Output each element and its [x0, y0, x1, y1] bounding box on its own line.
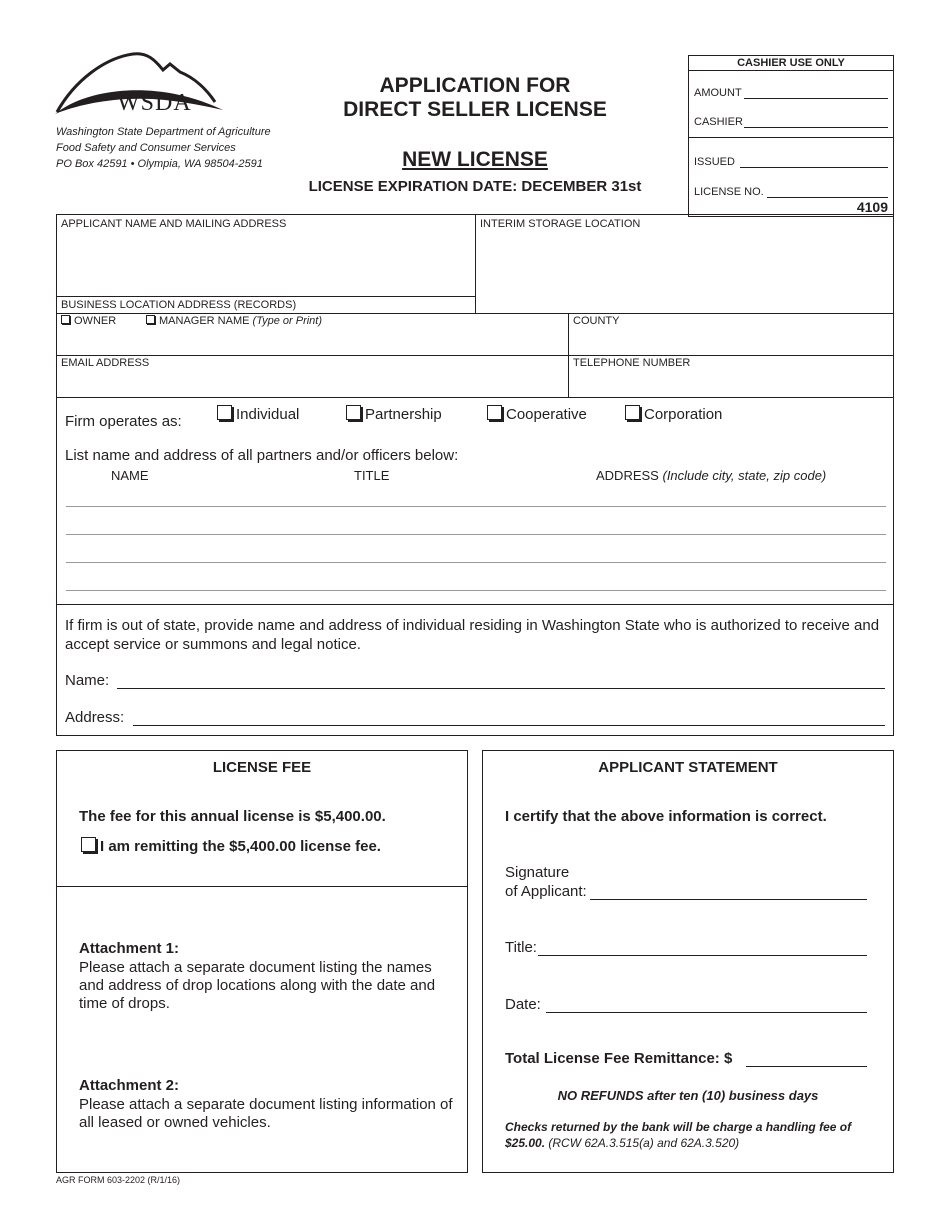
col-address: ADDRESS (Include city, state, zip code) — [596, 468, 827, 483]
out-of-state-name-field[interactable] — [117, 688, 885, 689]
cashier-cashier-label: CASHIER — [694, 116, 743, 128]
county-label: COUNTY — [573, 315, 620, 327]
signature-label-1: Signature — [505, 864, 570, 881]
owner-option[interactable]: OWNER — [61, 315, 116, 327]
total-remittance-label: Total License Fee Remittance: $ — [505, 1050, 733, 1067]
title-line2: DIRECT SELLER LICENSE — [343, 98, 607, 121]
individual-checkbox[interactable] — [217, 405, 232, 420]
out-of-state-address-label: Address: — [65, 709, 125, 726]
interim-storage-field[interactable] — [476, 232, 893, 312]
statement-header: APPLICANT STATEMENT — [598, 759, 778, 776]
firm-label: Firm operates as: — [65, 413, 182, 430]
firm-option-cooperative[interactable]: Cooperative — [487, 405, 587, 423]
manager-checkbox[interactable] — [146, 315, 155, 324]
title-label: Title: — [505, 939, 537, 956]
col-title: TITLE — [354, 468, 390, 483]
firm-option-partnership[interactable]: Partnership — [346, 405, 442, 423]
partner-row-2[interactable] — [66, 534, 886, 535]
cashier-header: CASHIER USE ONLY — [737, 57, 845, 69]
remit-option[interactable]: I am remitting the $5,400.00 license fee. — [81, 837, 381, 855]
manager-option[interactable]: MANAGER NAME (Type or Print) — [146, 315, 322, 327]
agency-division: Food Safety and Consumer Services — [56, 142, 236, 154]
no-refunds-note: NO REFUNDS after ten (10) business days — [557, 1088, 819, 1103]
license-fee-header: LICENSE FEE — [212, 759, 312, 776]
cashier-amount-field[interactable] — [744, 98, 888, 99]
remit-checkbox[interactable] — [81, 837, 96, 852]
owner-checkbox[interactable] — [61, 315, 70, 324]
logo-text: WSDA — [117, 90, 192, 116]
out-of-state-address-field[interactable] — [133, 725, 885, 726]
corporation-checkbox[interactable] — [625, 405, 640, 420]
out-of-state-name-label: Name: — [65, 672, 110, 689]
certify-text: I certify that the above information is correct. — [505, 808, 827, 825]
applicant-name-label: APPLICANT NAME AND MAILING ADDRESS — [61, 218, 287, 230]
partner-row-3[interactable] — [66, 562, 886, 563]
partner-row-4[interactable] — [66, 590, 886, 591]
cashier-license-no-field[interactable] — [767, 197, 888, 198]
cooperative-checkbox[interactable] — [487, 405, 502, 420]
partnership-checkbox[interactable] — [346, 405, 361, 420]
cashier-issued-label: ISSUED — [694, 156, 735, 168]
form-number: AGR FORM 603-2202 (R/1/16) — [56, 1175, 181, 1185]
total-remittance-field[interactable] — [746, 1066, 867, 1067]
firm-option-corporation[interactable]: Corporation — [625, 405, 722, 423]
firm-option-individual[interactable]: Individual — [217, 405, 299, 423]
agency-address: PO Box 42591 • Olympia, WA 98504-2591 — [56, 158, 263, 170]
subtitle-new-license: NEW LICENSE — [402, 148, 548, 171]
date-label: Date: — [505, 996, 541, 1013]
agency-name: Washington State Department of Agriculture — [56, 126, 271, 138]
title-field[interactable] — [538, 955, 867, 956]
telephone-label: TELEPHONE NUMBER — [573, 357, 691, 369]
attachment1-text: Please attach a separate document listing the names and address of drop locations along with the date and time of drops. — [79, 959, 436, 1012]
signature-label-2: of Applicant: — [505, 883, 587, 900]
partner-row-1[interactable] — [66, 506, 886, 507]
partners-list-label: List name and address of all partners and/or officers below: — [65, 447, 459, 464]
cashier-license-no-label: LICENSE NO. — [694, 186, 764, 198]
fee-text: The fee for this annual license is $5,400.00. — [79, 808, 386, 825]
form-code: 4109 — [856, 199, 888, 215]
col-name: NAME — [111, 468, 149, 483]
cashier-cashier-field[interactable] — [744, 127, 888, 128]
interim-storage-label: INTERIM STORAGE LOCATION — [480, 218, 641, 230]
attachment2-text: Please attach a separate document listing information of all leased or owned vehicles. — [79, 1096, 453, 1131]
attachment2-title: Attachment 2: — [79, 1077, 180, 1094]
cashier-issued-field[interactable] — [740, 167, 888, 168]
business-location-label: BUSINESS LOCATION ADDRESS (RECORDS) — [61, 299, 297, 311]
cashier-amount-label: AMOUNT — [694, 87, 742, 99]
date-field[interactable] — [546, 1012, 867, 1013]
signature-field[interactable] — [590, 899, 867, 900]
email-label: EMAIL ADDRESS — [61, 357, 150, 369]
attachment1-title: Attachment 1: — [79, 940, 180, 957]
expiration-date: LICENSE EXPIRATION DATE: DECEMBER 31st — [308, 178, 642, 195]
checks-note: Checks returned by the bank will be charge a handling fee of $25.00. (RCW 62A.3.515(a) and 62A.3.520) — [505, 1120, 852, 1150]
wsda-logo — [55, 50, 225, 122]
out-of-state-text: If firm is out of state, provide name and address of individual residing in Washington State who is authorized to receive and accept service or summons and legal notice. — [65, 617, 880, 653]
title-line1: APPLICATION FOR — [379, 74, 571, 97]
applicant-name-field[interactable] — [57, 232, 474, 294]
